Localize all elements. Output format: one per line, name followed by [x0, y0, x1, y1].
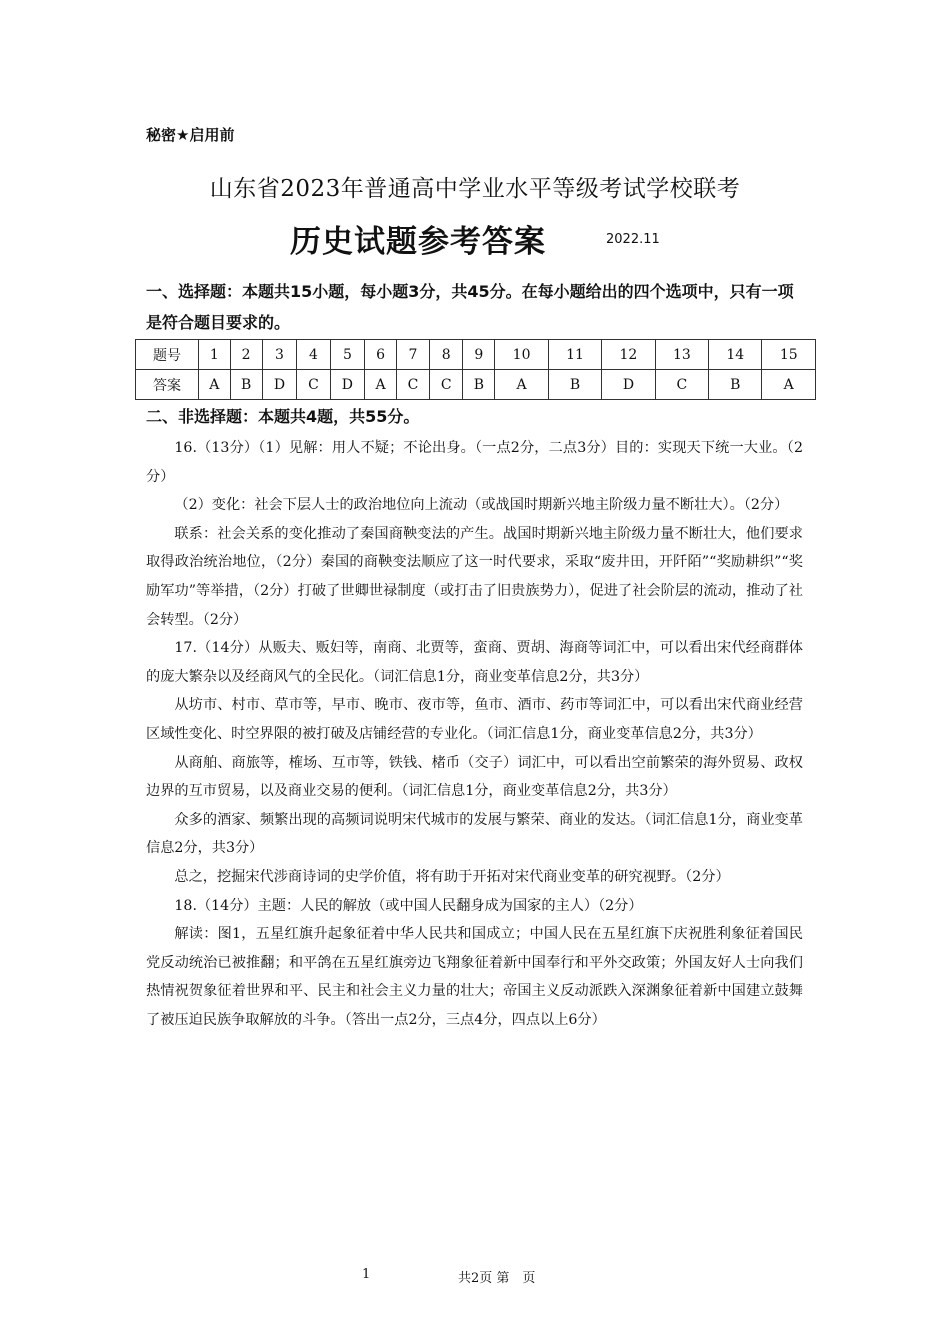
question-number: 14 — [709, 340, 762, 370]
question-number: 7 — [396, 340, 429, 370]
number-row-label: 题号 — [136, 340, 199, 370]
question-number: 6 — [365, 340, 397, 370]
answer-cell: C — [430, 370, 463, 400]
section2-heading: 二、非选择题：本题共4题，共55分。 — [146, 407, 420, 426]
question-number: 9 — [463, 340, 495, 370]
exam-subtitle: 历史试题参考答案 — [290, 224, 546, 260]
answer-body — [146, 434, 803, 1034]
answer-cell: A — [199, 370, 231, 400]
answer-cell: B — [548, 370, 601, 400]
question-number: 5 — [330, 340, 365, 370]
secret-label: 秘密★启用前 — [146, 126, 235, 144]
answer-cell: C — [655, 370, 708, 400]
answer-cell: D — [602, 370, 655, 400]
answer-cell: B — [463, 370, 495, 400]
answer-paragraph: 解读：图1，五星红旗升起象征着中华人民共和国成立；中国人民在五星红旗下庆祝胜利象征着国民党反动统治已被推翻；和平鸽在五星红旗旁边飞翔象征着新中国奉行和平外交政策；外国友好人士向我们热情祝贺象征着世界和平、民主和社会主义力量的壮大；帝国主义反动派跌入深渊象征着新中国建立鼓舞了被压迫民族争取解放的斗争。（答出一点2分，三点4分，四点以上6分） — [146, 926, 803, 1028]
answer-paragraph: 从商舶、商旅等，榷场、互市等，铁钱、楮币（交子）词汇中，可以看出空前繁荣的海外贸易、政权边界的互市贸易，以及商业交易的便利。（词汇信息1分，商业变革信息2分，共3分） — [146, 754, 803, 800]
answer-paragraph: 16.（13分）（1）见解：用人不疑；不论出身。（一点2分，二点3分）目的：实现天下统一大业。（2分） — [146, 440, 803, 485]
answer-paragraph: 众多的酒家、频繁出现的高频词说明宋代城市的发展与繁荣、商业的发达。（词汇信息1分，商业变革信息2分，共3分） — [146, 811, 803, 857]
question-number: 11 — [548, 340, 601, 370]
question-number: 3 — [262, 340, 297, 370]
question-number: 12 — [602, 340, 655, 370]
section1-heading: 一、选择题：本题共15小题，每小题3分，共45分。在每小题给出的四个选项中，只有一项是符合题目要求的。 — [146, 282, 794, 332]
question-number: 10 — [495, 340, 548, 370]
answer-paragraph: 总之，挖掘宋代涉商诗词的史学价值，将有助于开拓对宋代商业变革的研究视野。（2分） — [174, 868, 730, 885]
question-number: 8 — [430, 340, 463, 370]
answer-cell: C — [396, 370, 429, 400]
answer-row — [136, 370, 816, 400]
answer-paragraph: （2）变化：社会下层人士的政治地位向上流动（或战国时期新兴地主阶级力量不断壮大）。（2分） — [174, 497, 789, 514]
number-row — [136, 340, 816, 370]
answer-cell: A — [495, 370, 548, 400]
answer-cell: B — [709, 370, 762, 400]
question-number: 13 — [655, 340, 708, 370]
answer-paragraph: 从坊市、村市、草市等，早市、晚市、夜市等，鱼市、酒市、药市等词汇中，可以看出宋代商业经营区域性变化、时空界限的被打破及店铺经营的专业化。（词汇信息1分，商业变革信息2分，共3分） — [146, 697, 803, 742]
question-number: 4 — [297, 340, 330, 370]
question-number: 1 — [199, 340, 231, 370]
answer-table — [135, 339, 816, 400]
answer-cell: C — [297, 370, 330, 400]
answer-paragraph: 18.（14分）主题：人民的解放（或中国人民翻身成为国家的主人）（2分） — [174, 897, 643, 914]
answer-cell: A — [365, 370, 397, 400]
answer-cell: A — [762, 370, 816, 400]
answer-cell: D — [262, 370, 297, 400]
footer-page-info: 共2页 第 页 — [458, 1271, 536, 1286]
answer-paragraph: 17.（14分）从贩夫、贩妇等，南商、北贾等，蛮商、贾胡、海商等词汇中，可以看出宋代经商群体的庞大繁杂以及经商风气的全民化。（词汇信息1分，商业变革信息2分，共3分） — [146, 640, 803, 685]
question-number: 15 — [762, 340, 816, 370]
footer-page-number: 1 — [362, 1267, 371, 1282]
question-number: 2 — [230, 340, 262, 370]
answer-paragraph: 联系：社会关系的变化推动了秦国商鞅变法的产生。战国时期新兴地主阶级力量不断壮大，他们要求取得政治统治地位，（2分）秦国的商鞅变法顺应了这一时代要求，采取“废井田，开阡陌”“奖励耕织”“奖励军功”等举措，（2分）打破了世卿世禄制度（或打击了旧贵族势力），促进了社会阶层的流动，推动了社会转型。（2分） — [146, 525, 803, 628]
exam-date: 2022.11 — [606, 232, 660, 247]
answer-row-label: 答案 — [136, 370, 199, 400]
answer-cell: D — [330, 370, 365, 400]
exam-title: 山东省2023年普通高中学业水平等级考试学校联考 — [209, 176, 741, 202]
answer-cell: B — [230, 370, 262, 400]
